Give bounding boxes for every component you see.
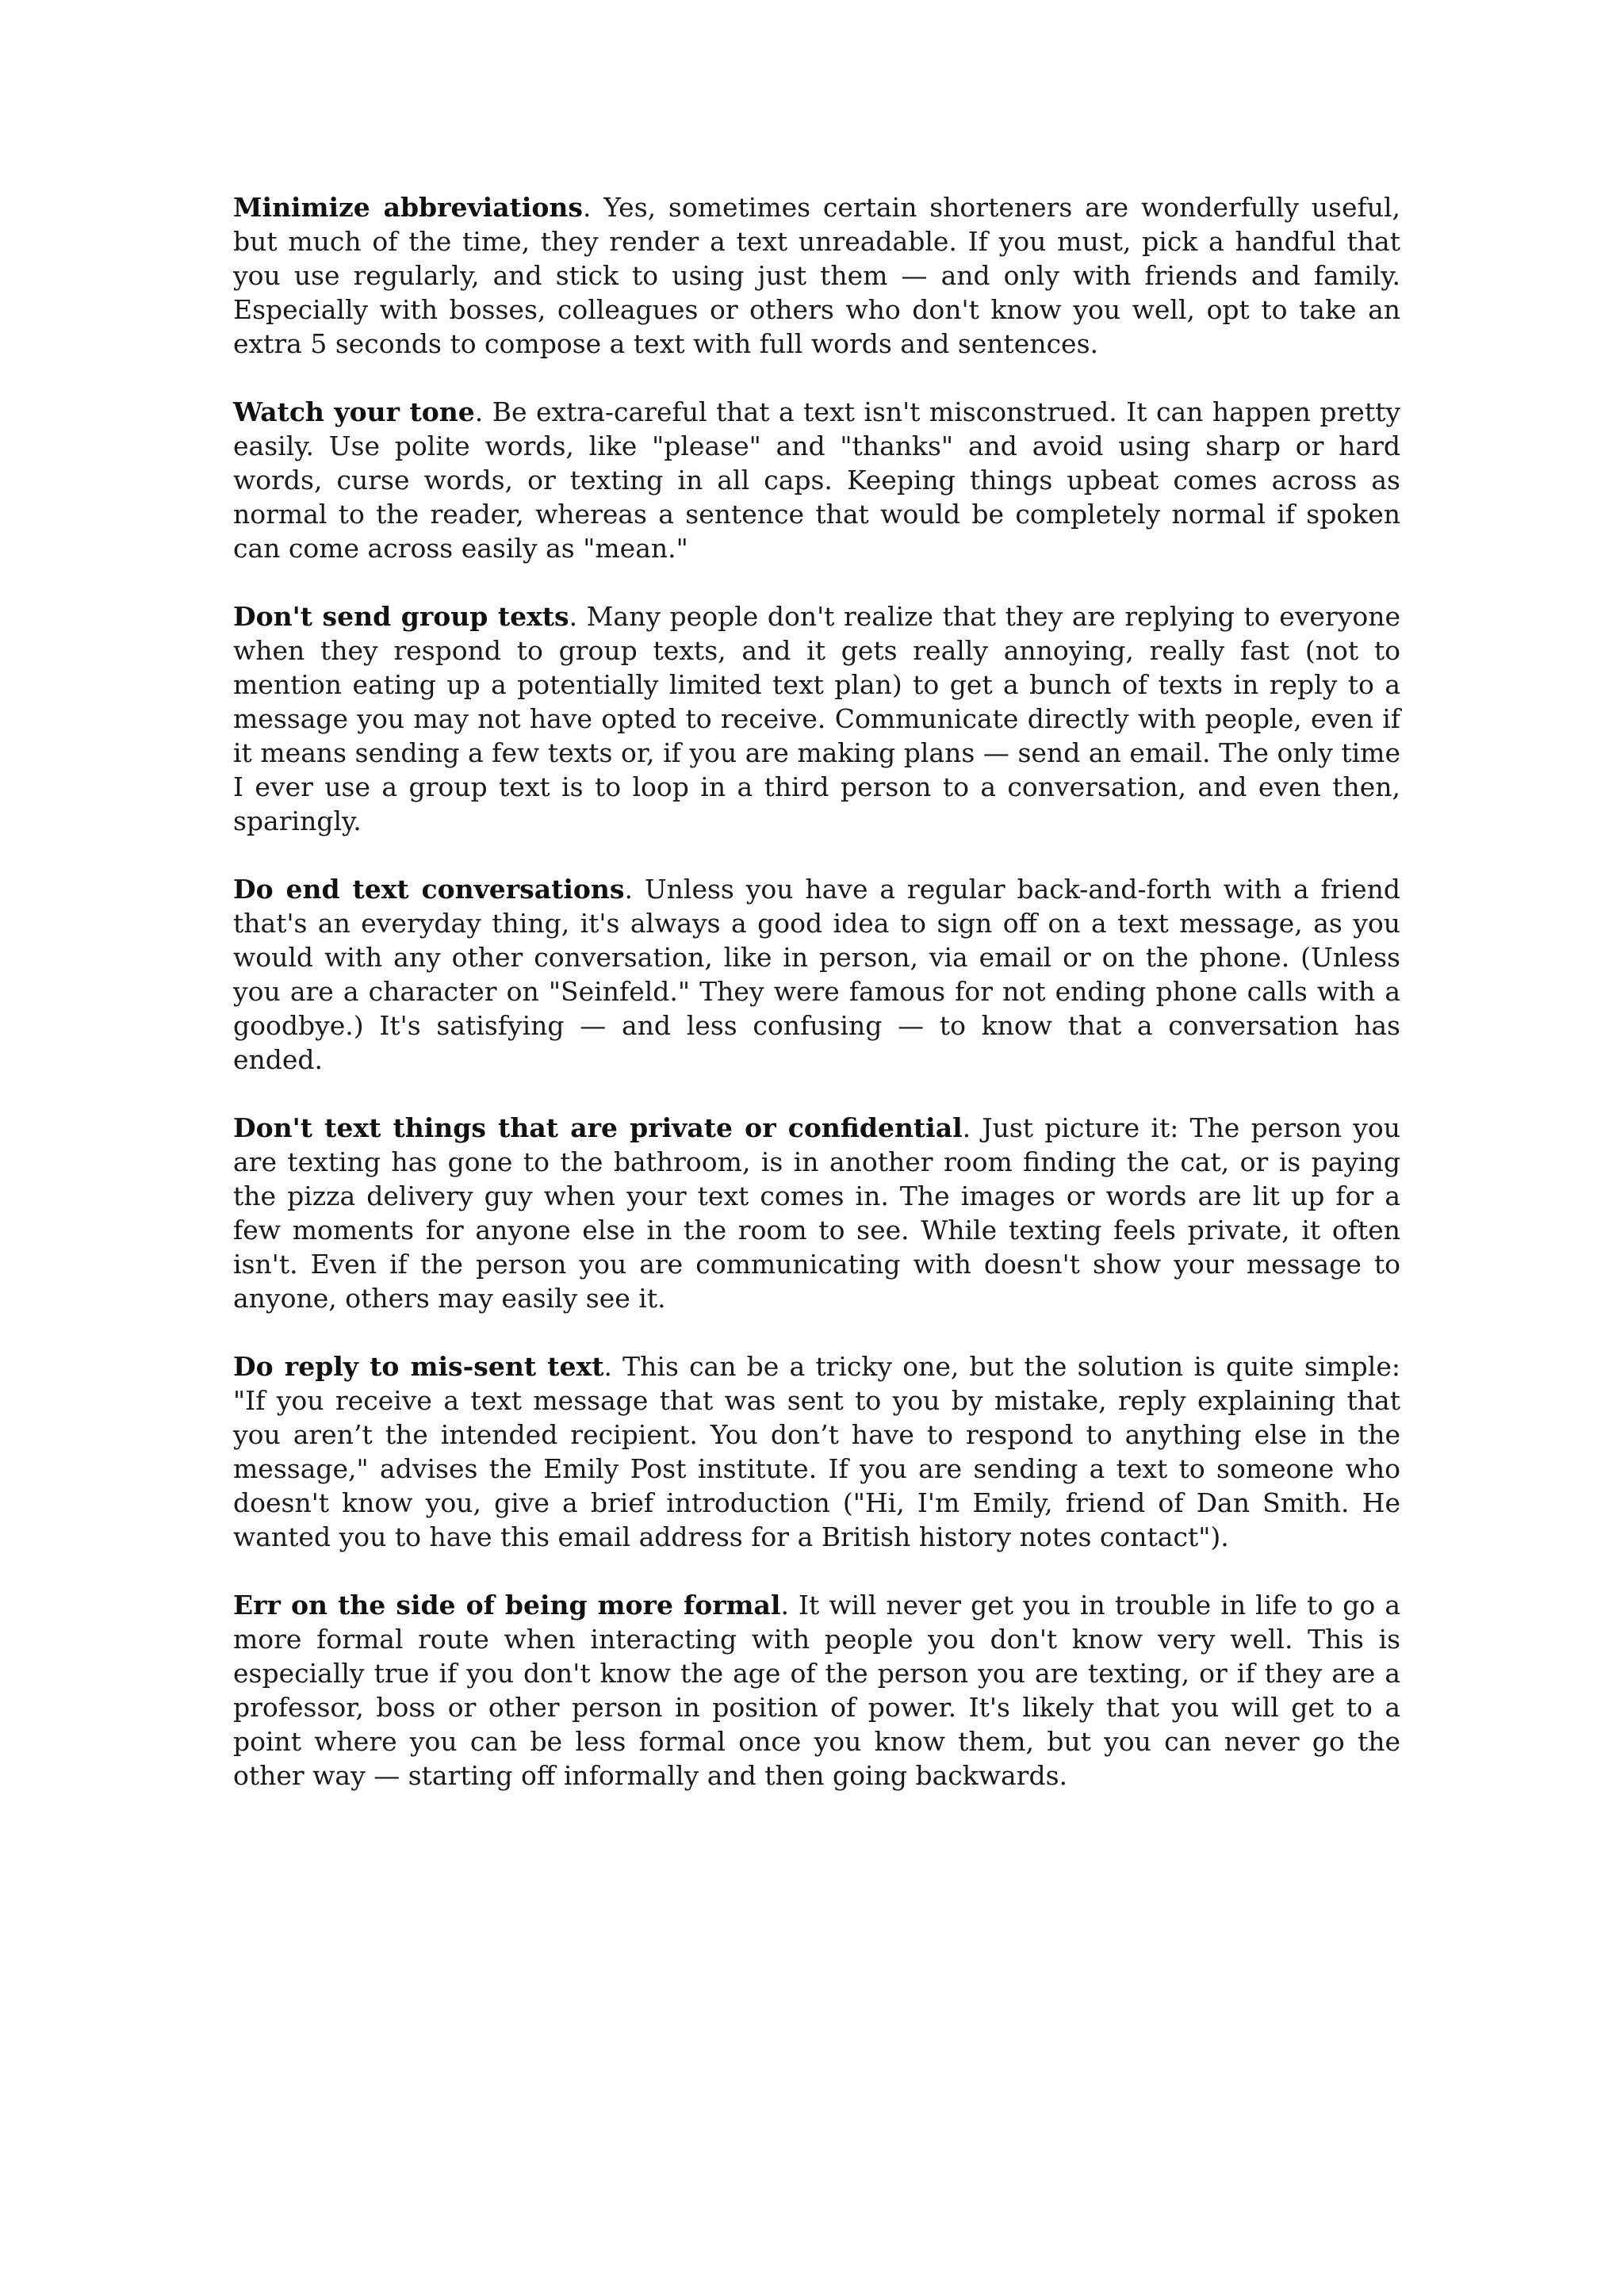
paragraph-minimize-abbreviations xyxy=(233,190,1400,361)
paragraph-mis-sent-text xyxy=(233,1349,1400,1554)
paragraph-heading: Watch your tone xyxy=(233,396,475,427)
paragraph-heading: Do end text conversations xyxy=(233,874,625,905)
document-body xyxy=(233,190,1400,1827)
paragraph-heading: Don't send group texts xyxy=(233,601,569,632)
paragraph-text: . Just picture it: The person you are texting has gone to the bathroom, is in another room finding the cat, or is paying the pizza delivery guy when your text comes in. The images or words are lit up for a few moments for anyone else in the room to see. While texting feels private, it often isn't. Even if the person you are communicating with doesn't show your message to anyone, others may easily see it. xyxy=(233,1112,1400,1314)
paragraph-heading: Do reply to mis-sent text xyxy=(233,1351,604,1382)
paragraph-text: . It will never get you in trouble in life to go a more formal route when interacting with people you don't know very well. This is especially true if you don't know the age of the person you are texting, or if they are a professor, boss or other person in position of power. It's likely that you will get to a point where you can be less formal once you know them, but you can never go the other way — starting off informally and then going backwards. xyxy=(233,1590,1400,1791)
paragraph-text: . Unless you have a regular back-and-forth with a friend that's an everyday thing, it's always a good idea to sign off on a text message, as you would with any other conversation, like in person, via email or on the phone. (Unless you are a character on "Seinfeld." They were famous for not ending phone calls with a goodbye.) It's satisfying — and less confusing — to know that a conversation has ended. xyxy=(233,874,1400,1075)
paragraph-text: . This can be a tricky one, but the solution is quite simple: "If you receive a text message that was sent to you by mistake, reply explaining that you aren’t the intended recipient. You don’t have to respond to anything else in the message," advises the Emily Post institute. If you are sending a text to someone who doesn't know you, give a brief introduction ("Hi, I'm Emily, friend of Dan Smith. He wanted you to have this email address for a British history notes contact"). xyxy=(233,1351,1401,1552)
paragraph-more-formal xyxy=(233,1588,1400,1793)
paragraph-text: . Be extra-careful that a text isn't misconstrued. It can happen pretty easily. Use polite words, like "please" and "thanks" and avoid using sharp or hard words, curse words, or texting in all caps. Keeping things upbeat comes across as normal to the reader, whereas a sentence that would be completely normal if spoken can come across easily as "mean." xyxy=(233,396,1400,564)
paragraph-heading: Minimize abbreviations xyxy=(233,192,583,223)
paragraph-heading: Err on the side of being more formal xyxy=(233,1590,781,1621)
paragraph-heading: Don't text things that are private or confidential xyxy=(233,1112,963,1143)
paragraph-watch-your-tone xyxy=(233,395,1400,565)
paragraph-end-conversations xyxy=(233,872,1400,1077)
paragraph-text: . Yes, sometimes certain shorteners are wonderfully useful, but much of the time, they render a text unreadable. If you must, pick a handful that you use regularly, and stick to using just them — and only with friends and family. Especially with bosses, colleagues or others who don't know you well, opt to take an extra 5 seconds to compose a text with full words and sentences. xyxy=(233,192,1400,359)
paragraph-text: . Many people don't realize that they are replying to everyone when they respond to group texts, and it gets really annoying, really fast (not to mention eating up a potentially limited text plan) to get a bunch of texts in reply to a message you may not have opted to receive. Communicate directly with people, even if it means sending a few texts or, if you are making plans — send an email. The only time I ever use a group text is to loop in a third person to a conversation, and even then, sparingly. xyxy=(233,601,1400,836)
paragraph-group-texts xyxy=(233,599,1400,838)
paragraph-private-confidential xyxy=(233,1111,1400,1315)
